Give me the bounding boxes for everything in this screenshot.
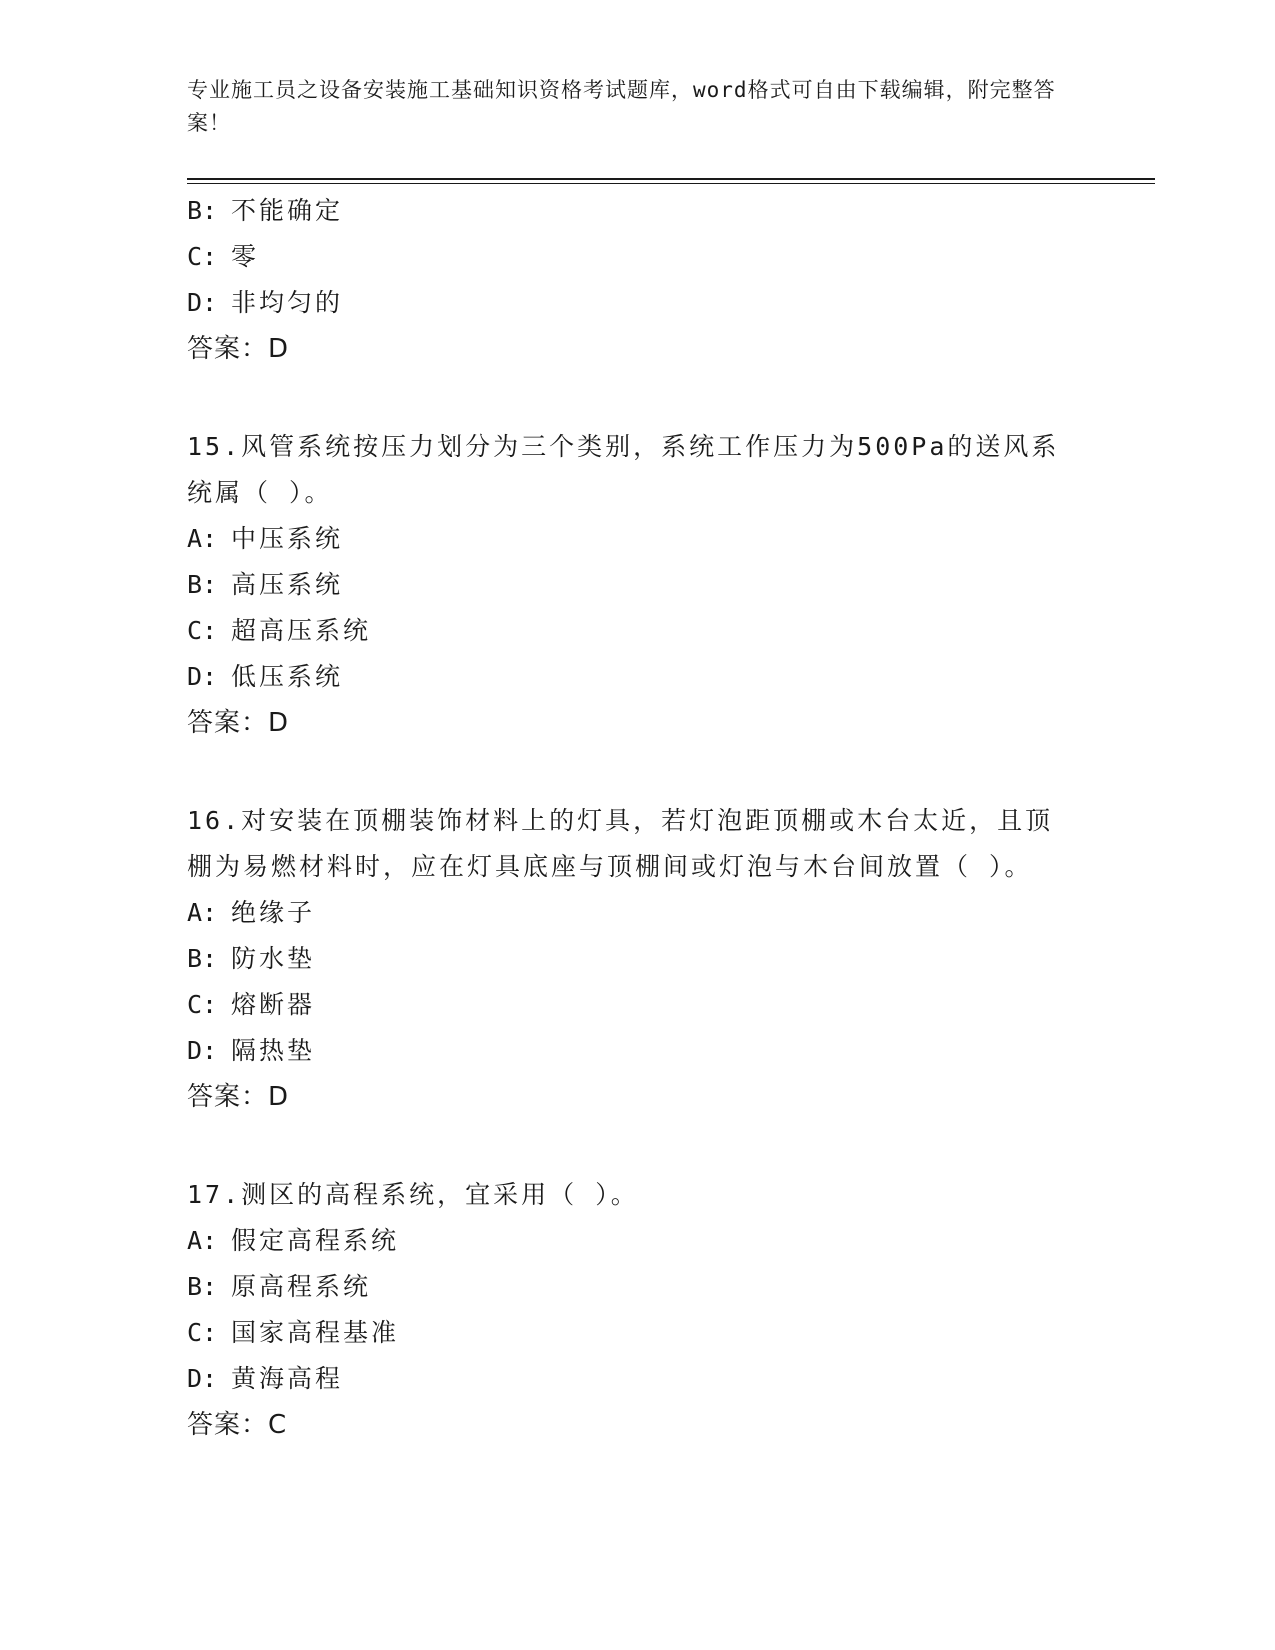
option-b	[187, 562, 1087, 608]
question-content	[187, 188, 1087, 1448]
option-d	[187, 1028, 1087, 1074]
option-label: B:	[187, 196, 218, 225]
option-text: 隔热垫	[231, 1036, 316, 1065]
option-text: 中压系统	[231, 524, 344, 553]
option-c	[187, 982, 1087, 1028]
header-divider-thick	[187, 178, 1155, 180]
option-a	[187, 890, 1087, 936]
option-c	[187, 234, 1087, 280]
option-d	[187, 280, 1087, 326]
option-label: A:	[187, 1226, 218, 1255]
option-label: C:	[187, 1318, 218, 1347]
option-d	[187, 1356, 1087, 1402]
option-text: 低压系统	[231, 662, 344, 691]
option-label: B:	[187, 1272, 218, 1301]
option-c	[187, 608, 1087, 654]
option-label: C:	[187, 242, 218, 271]
option-label: D:	[187, 1036, 218, 1065]
question-17	[187, 1172, 1087, 1448]
answer-line: 答案：D	[187, 334, 290, 364]
option-text: 不能确定	[231, 196, 344, 225]
option-label: B:	[187, 570, 218, 599]
option-label: D:	[187, 1364, 218, 1393]
option-text: 零	[231, 242, 260, 271]
header-divider-thin	[187, 183, 1155, 184]
option-text: 黄海高程	[231, 1364, 344, 1393]
option-a	[187, 516, 1087, 562]
option-text: 防水垫	[231, 944, 316, 973]
option-b	[187, 1264, 1087, 1310]
option-text: 假定高程系统	[231, 1226, 400, 1255]
option-text: 国家高程基准	[231, 1318, 400, 1347]
answer-line: 答案：D	[187, 1082, 290, 1112]
option-label: D:	[187, 662, 218, 691]
option-label: C:	[187, 616, 218, 645]
question-stem: 16.对安装在顶棚装饰材料上的灯具，若灯泡距顶棚或木台太近，且顶棚为易燃材料时，应在灯具底座与顶棚间或灯泡与木台间放置（ ）。	[187, 806, 1054, 881]
option-a	[187, 1218, 1087, 1264]
option-text: 原高程系统	[231, 1272, 372, 1301]
option-label: A:	[187, 898, 218, 927]
question-15	[187, 424, 1087, 746]
option-text: 熔断器	[231, 990, 316, 1019]
option-text: 绝缘子	[231, 898, 316, 927]
option-label: D:	[187, 288, 218, 317]
answer-line: 答案：D	[187, 708, 290, 738]
option-text: 超高压系统	[231, 616, 372, 645]
option-c	[187, 1310, 1087, 1356]
option-label: B:	[187, 944, 218, 973]
document-header: 专业施工员之设备安装施工基础知识资格考试题库，word格式可自由下载编辑，附完整答案！	[187, 78, 1056, 135]
answer-line: 答案：C	[187, 1410, 288, 1440]
option-text: 高压系统	[231, 570, 344, 599]
option-b	[187, 188, 1087, 234]
question-stem: 15.风管系统按压力划分为三个类别，系统工作压力为500Pa的送风系统属（ ）。	[187, 432, 1060, 507]
option-label: A:	[187, 524, 218, 553]
option-d	[187, 654, 1087, 700]
continued-question	[187, 188, 1087, 372]
question-16	[187, 798, 1087, 1120]
option-label: C:	[187, 990, 218, 1019]
option-b	[187, 936, 1087, 982]
question-stem: 17.测区的高程系统，宜采用（ ）。	[187, 1180, 639, 1209]
option-text: 非均匀的	[231, 288, 344, 317]
